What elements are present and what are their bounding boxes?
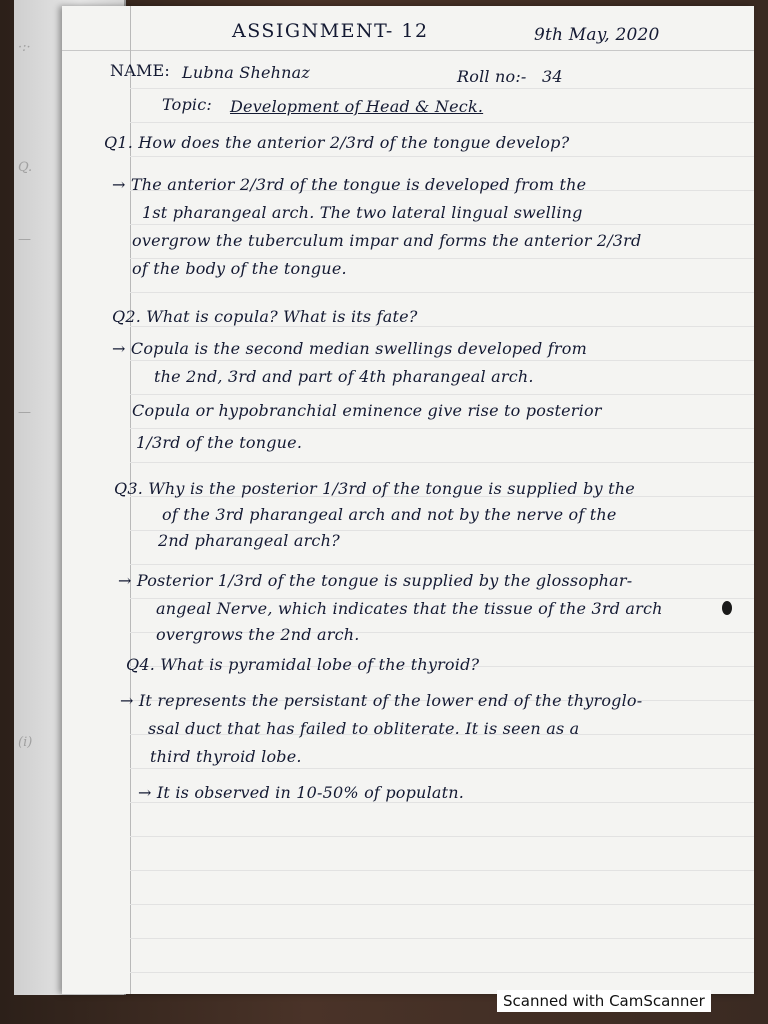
answer-line: ssal duct that has failed to obliterate. It is seen as a [148, 719, 580, 738]
topic-label: Topic: [162, 95, 212, 114]
bleed-through-marks: ·:· [18, 40, 31, 55]
question-line: Q1. How does the anterior 2/3rd of the tongue develop? [104, 133, 570, 152]
answer-line: 1/3rd of the tongue. [136, 433, 303, 452]
answer-line: of the body of the tongue. [132, 259, 347, 278]
ruled-line [130, 972, 754, 973]
ruled-line [130, 462, 754, 463]
ruled-line [130, 394, 754, 395]
question-line: Q2. What is copula? What is its fate? [112, 307, 418, 326]
bleed-through-marks: (i) [18, 735, 33, 750]
answer-line: Copula or hypobranchial eminence give rise to posterior [132, 401, 602, 420]
ruled-line [130, 428, 754, 429]
assignment-date: 9th May, 2020 [534, 25, 660, 45]
ruled-line [130, 564, 754, 565]
ruled-line [130, 836, 754, 837]
ruled-line [130, 360, 754, 361]
answer-line: → It is observed in 10-50% of populatn. [138, 783, 465, 802]
ruled-line [130, 88, 754, 89]
question-line: Q3. Why is the posterior 1/3rd of the tongue is supplied by the [114, 479, 635, 498]
answer-line: third thyroid lobe. [150, 747, 302, 766]
answer-line: overgrows the 2nd arch. [156, 625, 360, 644]
ruled-line [130, 326, 754, 327]
ruled-line [130, 904, 754, 905]
answer-line: → The anterior 2/3rd of the tongue is developed from the [112, 175, 587, 194]
roll-label: Roll no:- [457, 67, 527, 86]
roll-number: 34 [542, 67, 563, 86]
ruled-line [130, 156, 754, 157]
bleed-through-marks: — [18, 232, 31, 247]
ruled-line [130, 870, 754, 871]
ruled-line [130, 224, 754, 225]
punch-hole [722, 601, 732, 615]
answer-line: the 2nd, 3rd and part of 4th pharangeal arch. [154, 367, 534, 386]
ruled-line [130, 292, 754, 293]
notebook-page [62, 6, 754, 994]
assignment-title: ASSIGNMENT- 12 [232, 20, 429, 42]
margin-line [130, 6, 131, 994]
answer-line: overgrow the tuberculum impar and forms the anterior 2/3rd [132, 231, 642, 250]
scanner-watermark: Scanned with CamScanner [497, 990, 711, 1012]
ruled-line [130, 768, 754, 769]
bleed-through-marks: — [18, 405, 31, 420]
bleed-through-marks: Q. [18, 160, 33, 175]
student-name: Lubna Shehnaz [182, 63, 311, 82]
answer-line: → Copula is the second median swellings developed from [112, 339, 587, 358]
answer-line: → It represents the persistant of the lower end of the thyroglo- [120, 691, 643, 710]
ruled-line [130, 122, 754, 123]
answer-line: → Posterior 1/3rd of the tongue is supplied by the glossophar- [118, 571, 633, 590]
question-line: Q4. What is pyramidal lobe of the thyroid? [126, 655, 480, 674]
topic-value: Development of Head & Neck. [230, 97, 484, 116]
header-rule [62, 50, 754, 51]
answer-line: 1st pharangeal arch. The two lateral lingual swelling [142, 203, 583, 222]
name-label: NAME: [110, 61, 171, 80]
ruled-line [130, 938, 754, 939]
ruled-line [130, 802, 754, 803]
answer-line: angeal Nerve, which indicates that the tissue of the 3rd arch [156, 599, 663, 618]
question-line: 2nd pharangeal arch? [158, 531, 340, 550]
question-line: of the 3rd pharangeal arch and not by the nerve of the [162, 505, 617, 524]
